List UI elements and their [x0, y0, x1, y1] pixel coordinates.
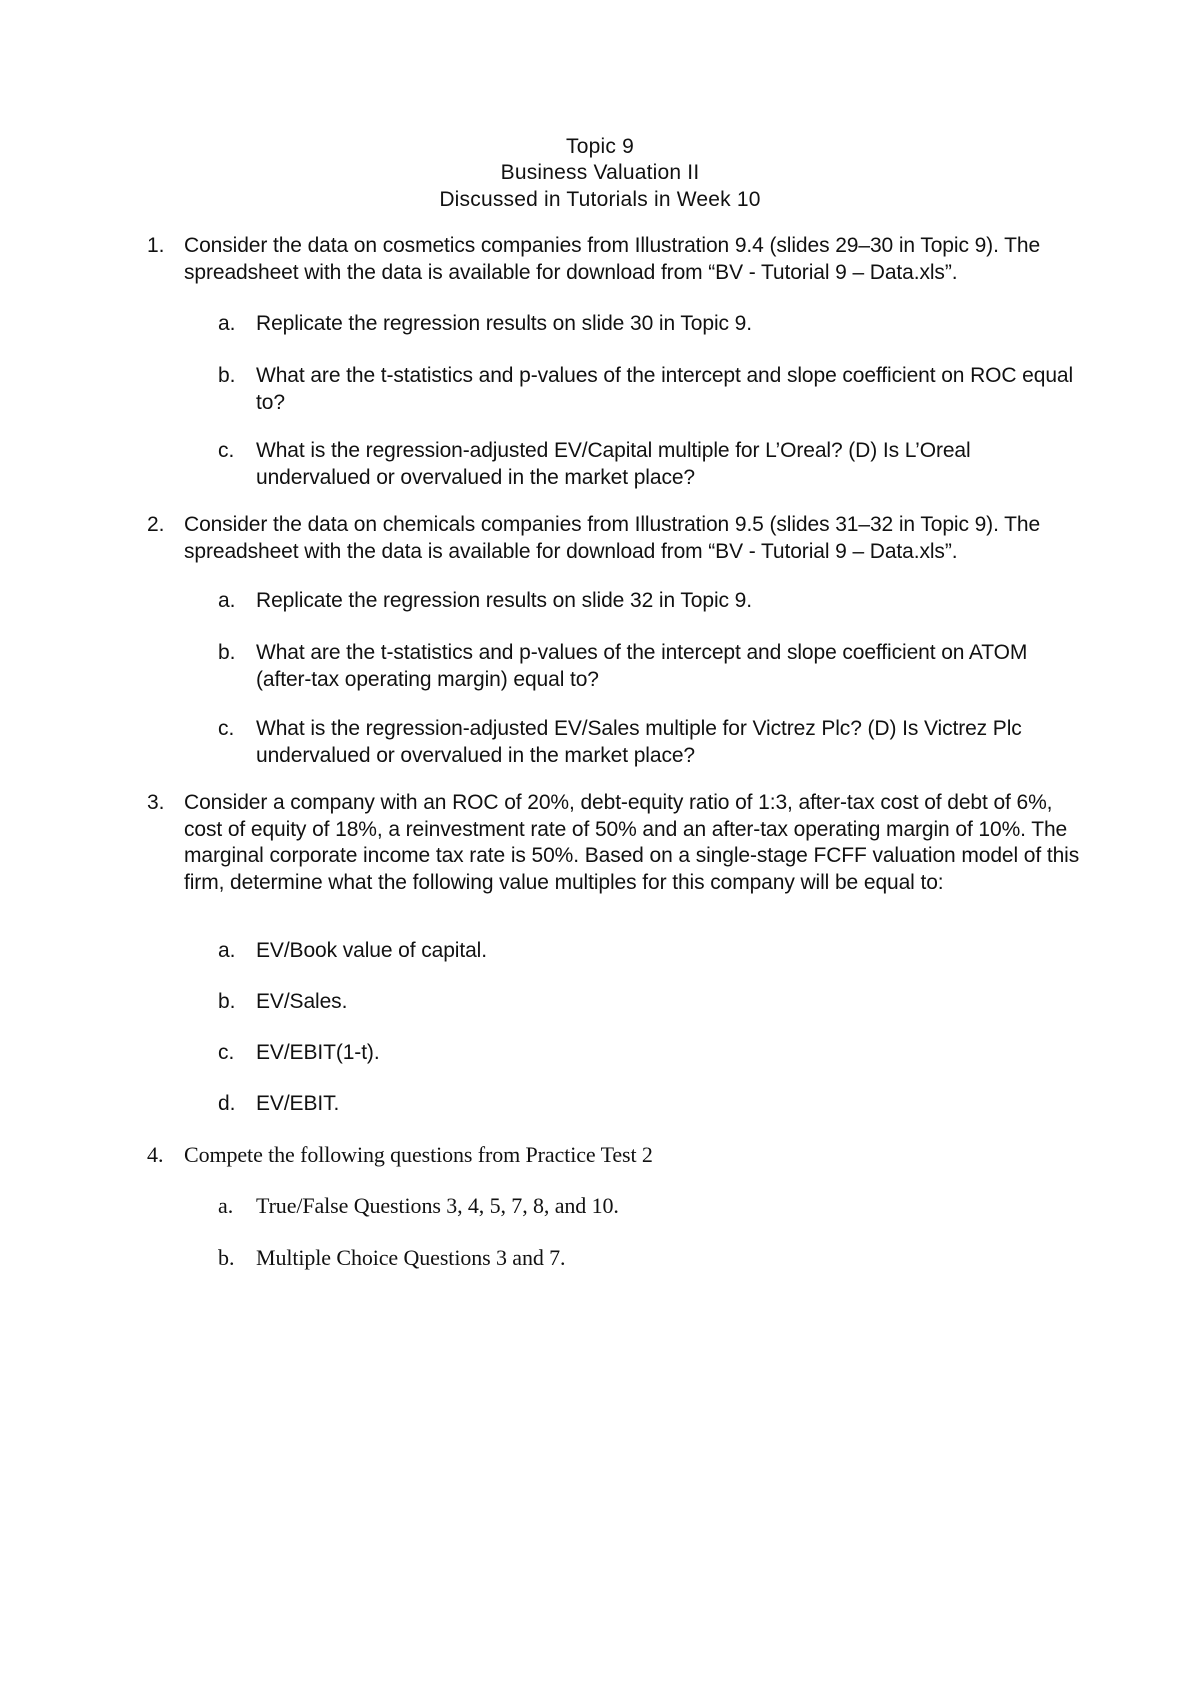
- document-title: Topic 9: [566, 135, 634, 158]
- subquestion-text: EV/EBIT.: [256, 1092, 340, 1115]
- document-subtitle-2: Discussed in Tutorials in Week 10: [439, 188, 761, 211]
- subquestion-letter: c.: [218, 717, 235, 740]
- subquestion-letter: b.: [218, 641, 236, 664]
- question-text: Compete the following questions from Practice Test 2: [184, 1142, 653, 1167]
- question-number: 3.: [147, 791, 165, 814]
- subquestion-letter: c.: [218, 1041, 235, 1064]
- subquestion-text: Replicate the regression results on slide 32 in Topic 9.: [256, 589, 752, 612]
- question-number: 2.: [147, 513, 165, 536]
- subquestion-letter: b.: [218, 364, 236, 387]
- question-number: 1.: [147, 234, 165, 257]
- subquestion-text: True/False Questions 3, 4, 5, 7, 8, and 10.: [256, 1193, 619, 1218]
- document-subtitle: Business Valuation II: [500, 161, 700, 184]
- subquestion-text: What are the t-statistics and p-values of the intercept and slope coefficient on ATOM (after-tax operating margin) equal to?: [256, 641, 1028, 691]
- subquestion-text: What is the regression-adjusted EV/Sales multiple for Victrez Plc? (D) Is Victrez Plc undervalued or overvalued in the market place?: [256, 717, 1022, 767]
- subquestion-text: Multiple Choice Questions 3 and 7.: [256, 1245, 566, 1270]
- question-text: Consider a company with an ROC of 20%, debt-equity ratio of 1:3, after-tax cost of debt of 6%, cost of equity of 18%, a reinvestment rate of 50% and an after-tax operating margin of 10%. The marginal corporate income tax rate is 50%. Based on a single-stage FCFF valuation model of this firm, determine what the following value multiples for this company will be equal to:: [184, 791, 1080, 894]
- subquestion-letter: a.: [218, 939, 236, 962]
- subquestion-letter: b.: [218, 990, 236, 1013]
- subquestion-letter: a.: [218, 312, 236, 335]
- subquestion-text: What are the t-statistics and p-values of the intercept and slope coefficient on ROC equal to?: [256, 364, 1074, 414]
- subquestion-text: What is the regression-adjusted EV/Capital multiple for L’Oreal? (D) Is L’Oreal undervalued or overvalued in the market place?: [256, 439, 971, 489]
- question-text: Consider the data on chemicals companies from Illustration 9.5 (slides 31–32 in Topic 9). The spreadsheet with the data is available for download from “BV - Tutorial 9 – Data.xls”.: [184, 513, 1041, 563]
- subquestion-text: Replicate the regression results on slide 30 in Topic 9.: [256, 312, 752, 335]
- subquestion-letter: d.: [218, 1092, 236, 1115]
- subquestion-letter: a.: [218, 589, 236, 612]
- subquestion-text: EV/Sales.: [256, 990, 348, 1013]
- subquestion-text: EV/Book value of capital.: [256, 939, 487, 962]
- subquestion-letter: a.: [218, 1193, 234, 1218]
- question-number: 4.: [147, 1142, 164, 1167]
- subquestion-letter: c.: [218, 439, 235, 462]
- subquestion-text: EV/EBIT(1-t).: [256, 1041, 380, 1064]
- subquestion-letter: b.: [218, 1245, 235, 1270]
- question-text: Consider the data on cosmetics companies from Illustration 9.4 (slides 29–30 in Topic 9). The spreadsheet with the data is available for download from “BV - Tutorial 9 – Data.xls”.: [184, 234, 1041, 284]
